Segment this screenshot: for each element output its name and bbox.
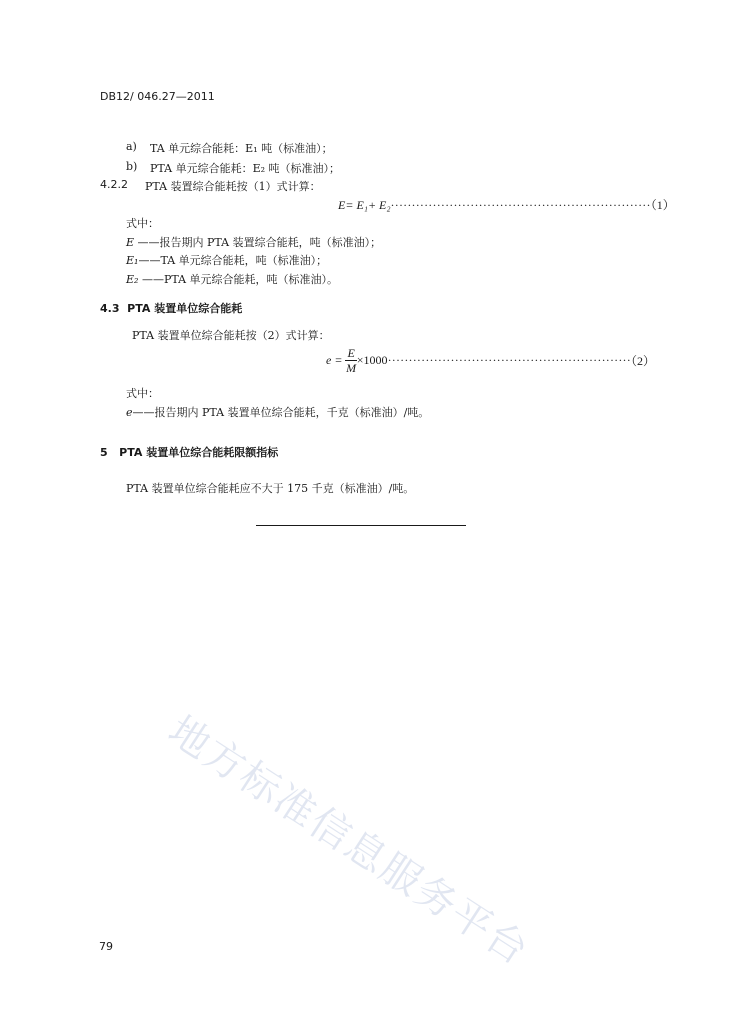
section-number: 4.2.2 [100, 178, 128, 191]
equation-rhs: ×1000 [356, 353, 388, 367]
definition-text: ——报告期内 PTA 装置综合能耗，吨（标准油）； [137, 236, 382, 249]
section-heading [100, 300, 242, 316]
list-item-text: TA 单元综合能耗：E₁ 吨（标准油）； [150, 142, 333, 155]
page-number: 79 [99, 940, 113, 953]
section-text: PTA 装置单位综合能耗应不大于 175 千克（标准油）/吨。 [126, 482, 415, 495]
where-label: 式中： [126, 217, 159, 230]
list-item [126, 140, 137, 153]
fraction-numerator: E [347, 346, 355, 360]
section-text: PTA 装置单位综合能耗按（2）式计算： [132, 329, 330, 342]
equation-lhs: e = [326, 353, 343, 367]
list-item-label: a) [126, 140, 137, 153]
list-item [126, 160, 137, 173]
equation-number: （1） [650, 198, 675, 212]
definition-symbol: e [126, 406, 133, 419]
end-rule [256, 525, 466, 526]
definition-row [126, 271, 338, 287]
definition-text: ——PTA 单元综合能耗，吨（标准油）。 [141, 273, 339, 286]
equation-2 [326, 346, 655, 375]
equation-1 [338, 196, 675, 213]
list-item-text: PTA 单元综合能耗：E₂ 吨（标准油）； [150, 162, 341, 175]
equation-number: （2） [630, 354, 655, 368]
definition-text: ——报告期内 PTA 装置单位综合能耗，千克（标准油）/吨。 [132, 406, 430, 419]
section-text: PTA 装置综合能耗按（1）式计算： [145, 180, 321, 193]
where-label: 式中： [126, 387, 159, 400]
fraction-denominator: M [346, 361, 357, 375]
definition-row [126, 252, 327, 268]
equation-leader-dots: ······························································ [390, 198, 651, 212]
fraction [345, 346, 356, 375]
equation-rhs: = E₁+ E₂ [345, 198, 391, 212]
list-item-label: b) [126, 160, 138, 173]
section-title: PTA 装置单位综合能耗 [127, 302, 243, 315]
section-heading [100, 444, 278, 460]
definition-text: ——TA 单元综合能耗，吨（标准油）； [138, 254, 328, 267]
equation-lhs: E [338, 198, 346, 212]
definition-symbol: E₁ [126, 254, 139, 267]
equation-leader-dots: ·························································· [387, 353, 631, 367]
standard-code: DB12/ 046.27—2011 [100, 90, 215, 103]
definition-row [126, 404, 429, 420]
definition-symbol: E [126, 236, 135, 249]
section-title: PTA 装置单位综合能耗限额指标 [119, 446, 279, 459]
section-number: 5 [100, 446, 108, 459]
watermark: 地方标准信息服务平台 [160, 707, 538, 975]
section-number: 4.3 [100, 302, 120, 315]
definition-symbol: E₂ [126, 273, 139, 286]
definition-row [126, 234, 381, 250]
